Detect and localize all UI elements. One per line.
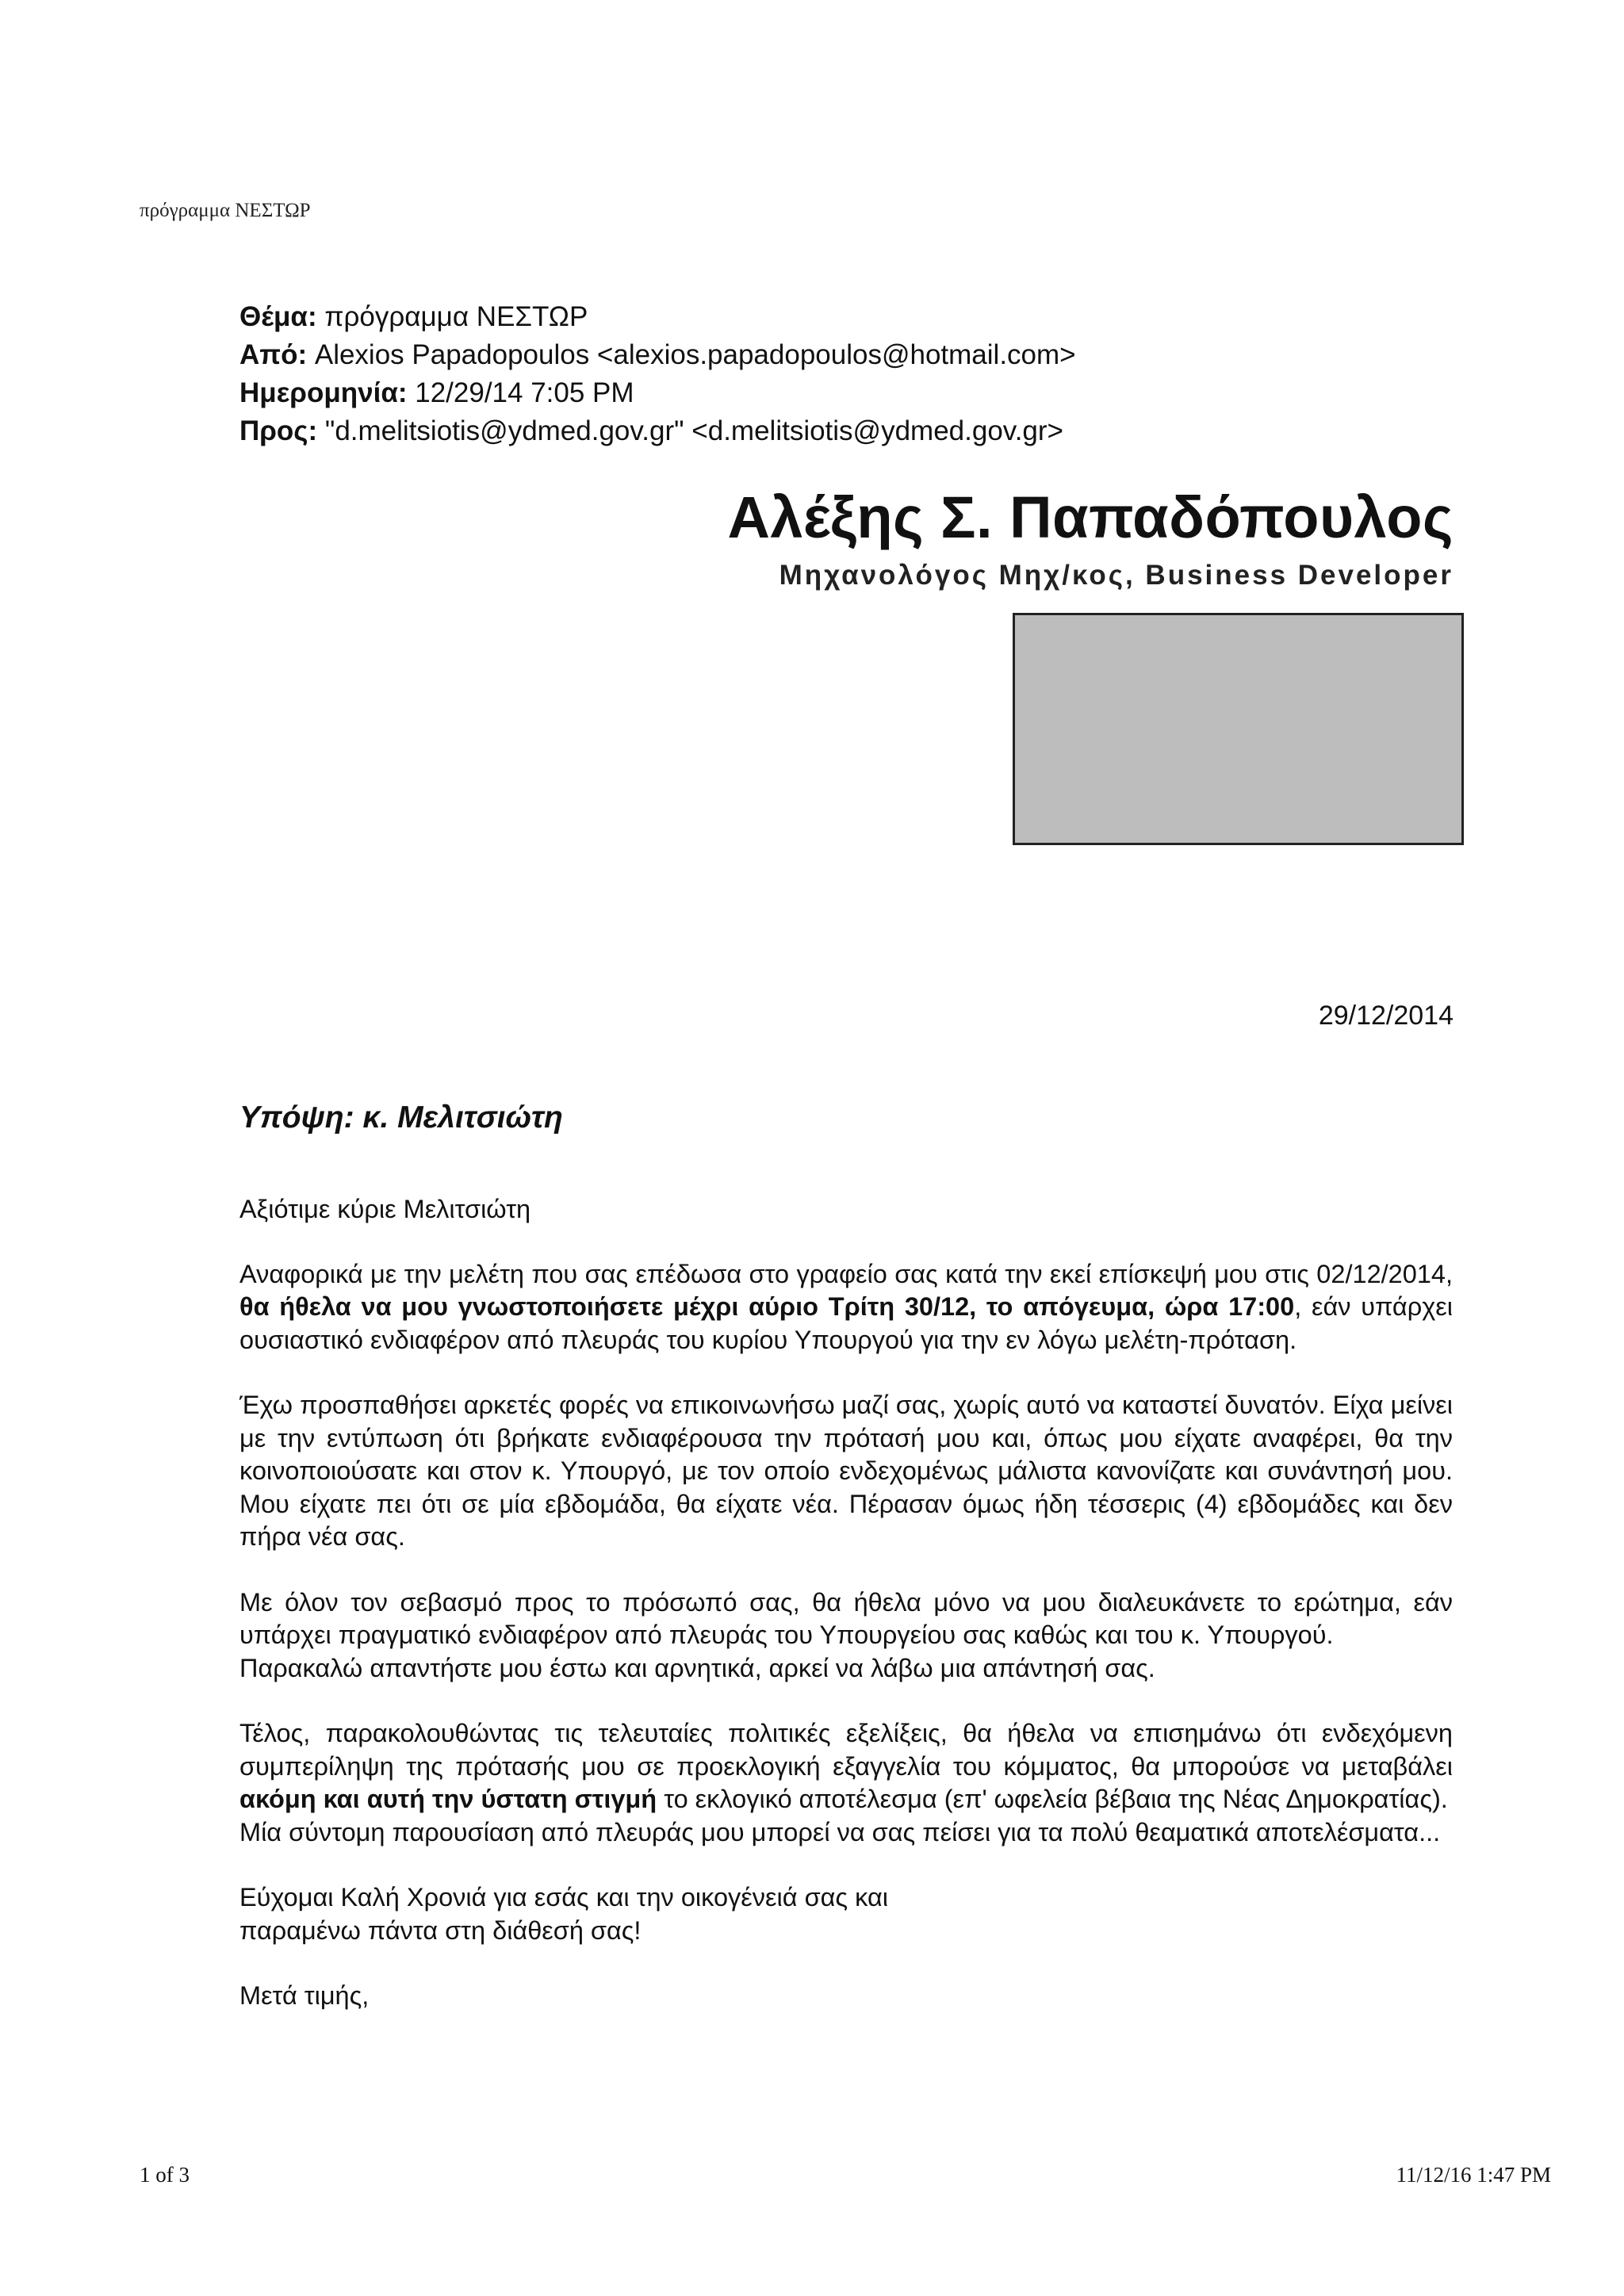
p1-text-start: Αναφορικά με την μελέτη που σας επέδωσα στο γραφείο σας κατά την εκεί επίσκεψή μου στις 02/12/2014, bbox=[239, 1259, 1453, 1288]
email-metadata bbox=[239, 298, 1429, 450]
email-subject-value: πρόγραμμα ΝΕΣΤΩΡ bbox=[324, 301, 588, 332]
page-header-title: πρόγραμμα ΝΕΣΤΩΡ bbox=[140, 200, 311, 221]
letter-paragraph-4 bbox=[239, 1717, 1453, 1816]
redacted-image-placeholder bbox=[1013, 613, 1464, 845]
letter-paragraph-5: Μία σύντομη παρουσίαση από πλευράς μου μπορεί να σας πείσει για τα πολύ θεαματικά αποτελέσματα... bbox=[239, 1817, 1441, 1846]
email-to-row bbox=[239, 412, 1429, 450]
email-date-label: Ημερομηνία: bbox=[239, 377, 408, 408]
letter-date: 29/12/2014 bbox=[1318, 1001, 1454, 1031]
letterhead-name: Αλέξης Σ. Παπαδόπουλος bbox=[727, 484, 1454, 550]
email-to-value: "d.melitsiotis@ydmed.gov.gr" <d.melitsiotis@ydmed.gov.gr> bbox=[324, 415, 1063, 446]
footer-print-timestamp: 11/12/16 1:47 PM bbox=[1396, 2163, 1551, 2187]
email-subject-label: Θέμα: bbox=[239, 301, 317, 332]
letter-paragraph-3 bbox=[239, 1586, 1453, 1686]
email-from-row bbox=[239, 336, 1429, 374]
p4-text-end: το εκλογικό αποτέλεσμα (επ' ωφελεία βέβαια της Νέας Δημοκρατίας). bbox=[657, 1785, 1448, 1813]
p3-text-b: Παρακαλώ απαντήστε μου έστω και αρνητικά, αρκεί να λάβω μια απάντησή σας. bbox=[239, 1653, 1155, 1682]
letter-paragraph-2: Έχω προσπαθήσει αρκετές φορές να επικοινωνήσω μαζί σας, χωρίς αυτό να καταστεί δυνατόν. Είχα μείνει με την εντύπωση ότι βρήκατε ενδιαφέρουσα την πρότασή μου και, όπως μου είχατε αναφέρει, θα την κοινοποιούσατε και στον κ. Υπουργό, με τον οποίο ενδεχομένως μάλιστα κανονίζατε και συνάντησή μου. Μου είχατε πει ότι σε μία εβδομάδα, θα είχατε νέα. Πέρασαν όμως ήδη τέσσερις (4) εβδομάδες και δεν πήρα νέα σας. bbox=[239, 1391, 1453, 1551]
email-from-label: Από: bbox=[239, 339, 308, 370]
email-to-label: Προς: bbox=[239, 415, 318, 446]
letter-body bbox=[239, 1193, 1453, 2045]
email-date-row bbox=[239, 374, 1429, 412]
p1-text-end: , εάν υπάρχει ουσιαστικό ενδιαφέρον από πλευράς του κυρίου Υπουργού για την εν λόγω μελέτη-πρόταση. bbox=[239, 1292, 1453, 1354]
p6-line-b: παραμένω πάντα στη διάθεσή σας! bbox=[239, 1915, 642, 1945]
letter-paragraph-6 bbox=[239, 1881, 1453, 1947]
letter-paragraph-1 bbox=[239, 1258, 1453, 1357]
email-from-value: Alexios Papadopoulos <alexios.papadopoulos@hotmail.com> bbox=[314, 339, 1076, 370]
p4-text-bold: ακόμη και αυτή την ύστατη στιγμή bbox=[239, 1785, 657, 1813]
email-subject-row bbox=[239, 298, 1429, 336]
letter-attention: Υπόψη: κ. Μελιτσιώτη bbox=[239, 1100, 563, 1135]
p3-text: Με όλον τον σεβασμό προς το πρόσωπό σας, θα ήθελα μόνο να μου διαλευκάνετε το ερώτημα, εάν υπάρχει πραγματικό ενδιαφέρον από πλευράς του Υπουργείου σας καθώς και του κ. Υπουργού. bbox=[239, 1587, 1453, 1649]
email-date-value: 12/29/14 7:05 PM bbox=[415, 377, 634, 408]
letterhead-role: Μηχανολόγος Μηχ/κος, Business Developer bbox=[779, 560, 1454, 591]
letter-closing: Μετά τιμής, bbox=[239, 1981, 370, 2010]
p4-text-start: Τέλος, παρακολουθώντας τις τελευταίες πολιτικές εξελίξεις, θα ήθελα να επισημάνω ότι ενδεχόμενη συμπερίληψη της πρότασής μου σε προεκλογική εξαγγελία του κόμματος, θα μπορούσε να μεταβάλει bbox=[239, 1719, 1453, 1781]
p1-text-bold: θα ήθελα να μου γνωστοποιήσετε μέχρι αύριο Τρίτη 30/12, το απόγευμα, ώρα 17:00 bbox=[239, 1292, 1295, 1321]
p6-line-a: Εύχομαι Καλή Χρονιά για εσάς και την οικογένειά σας και bbox=[239, 1883, 888, 1911]
footer-page-number: 1 of 3 bbox=[140, 2163, 190, 2187]
letter-salutation: Αξιότιμε κύριε Μελιτσιώτη bbox=[239, 1195, 531, 1223]
